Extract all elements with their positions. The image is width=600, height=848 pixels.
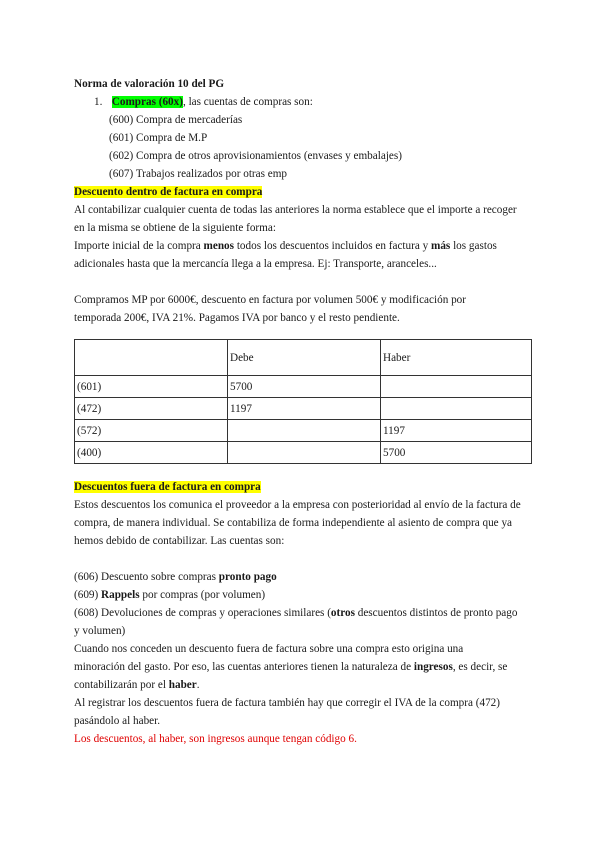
section2-paragraph1-line2: compra, de manera individual. Se contabiliza de forma independiente al asiento de compra que ya (74, 517, 513, 529)
text-span: Importe inicial de la compra (74, 240, 204, 252)
account-608 (74, 604, 534, 622)
account-607: (607) Trabajos realizados por otras emp (109, 168, 288, 180)
table-cell: 1197 (228, 398, 381, 420)
list-number: 1. (94, 96, 103, 108)
bold-otros: otros (330, 607, 355, 619)
red-note: Los descuentos, al haber, son ingresos aunque tengan código 6. (74, 733, 357, 745)
compras-highlight: Compras (60x) (111, 96, 183, 108)
account-600: (600) Compra de mercaderías (109, 114, 243, 126)
section1-paragraph1-line1: Al contabilizar cualquier cuenta de todas las anteriores la norma establece que el importe a recoger (74, 204, 517, 216)
section1-paragraph2-line2: adicionales hasta que la mercancía llega a la empresa. Ej: Transporte, aranceles... (74, 258, 437, 270)
table-cell: 1197 (381, 420, 532, 442)
text-span: descuentos distintos de pronto pago (354, 607, 518, 619)
table-cell (381, 398, 532, 420)
example-line2: temporada 200€, IVA 21%. Pagamos IVA por banco y el resto pendiente. (74, 312, 400, 324)
table-cell (228, 420, 381, 442)
section1-title: Descuento dentro de factura en compra (74, 186, 263, 198)
account-609 (74, 586, 534, 604)
example-line1: Compramos MP por 6000€, descuento en factura por volumen 500€ y modificación por (74, 294, 466, 306)
text-span: , es decir, se (452, 661, 508, 673)
table-cell: 5700 (381, 442, 532, 464)
section2-paragraph2-line1: Cuando nos conceden un descuento fuera de factura sobre una compra esto origina una (74, 643, 464, 655)
table-cell: (400) (75, 442, 228, 464)
text-span: (609) (74, 589, 102, 601)
account-608-line2: y volumen) (74, 625, 126, 637)
account-601: (601) Compra de M.P (109, 132, 208, 144)
account-602: (602) Compra de otros aprovisionamientos (envases y embalajes) (109, 150, 402, 162)
table-cell (228, 442, 381, 464)
table-header-cell (75, 340, 228, 376)
table-header-haber: Haber (381, 340, 532, 376)
section2-paragraph1-line1: Estos descuentos los comunica el proveedor a la empresa con posterioridad al envío de la factura de (74, 499, 521, 511)
table-cell: (572) (75, 420, 228, 442)
account-606 (74, 568, 534, 586)
table-cell: (472) (75, 398, 228, 420)
table-cell: 5700 (228, 376, 381, 398)
section2-paragraph3-line1: Al registrar los descuentos fuera de factura también hay que corregir el IVA de la compra (472) (74, 697, 500, 709)
text-span: . (196, 679, 200, 691)
section2-paragraph3-line2: pasándolo al haber. (74, 715, 161, 727)
text-span: minoración del gasto. Por eso, las cuentas anteriores tienen la naturaleza de (74, 661, 414, 673)
bold-menos: menos (203, 240, 235, 252)
section1-paragraph2-line1 (74, 237, 534, 255)
text-span: todos los descuentos incluidos en factura y (234, 240, 431, 252)
text-span: (606) Descuento sobre compras (74, 571, 219, 583)
section1-paragraph1-line2: en la misma se obtiene de la siguiente forma: (74, 222, 276, 234)
table-row (75, 376, 532, 398)
list-item-compras (74, 93, 534, 111)
section2-paragraph2-line2 (74, 658, 534, 676)
journal-table (74, 339, 532, 464)
section2-paragraph1-line3: hemos debido de contabilizar. Las cuentas son: (74, 535, 285, 547)
bold-ingresos: ingresos (413, 661, 453, 673)
page-heading: Norma de valoración 10 del PG (74, 78, 225, 90)
bold-pronto-pago: pronto pago (218, 571, 277, 583)
section2-title: Descuentos fuera de factura en compra (74, 481, 261, 493)
text-span: contabilizarán por el (74, 679, 169, 691)
table-row (75, 442, 532, 464)
table-header-row (75, 340, 532, 376)
table-row (75, 420, 532, 442)
text-span: (608) Devoluciones de compras y operaciones similares ( (74, 607, 331, 619)
table-row (75, 398, 532, 420)
bold-haber: haber (168, 679, 197, 691)
section2-paragraph2-line3 (74, 676, 534, 694)
compras-text: , las cuentas de compras son: (182, 96, 313, 108)
table-header-debe: Debe (228, 340, 381, 376)
table-cell: (601) (75, 376, 228, 398)
table-cell (381, 376, 532, 398)
text-span: los gastos (450, 240, 497, 252)
text-span: por compras (por volumen) (139, 589, 266, 601)
document-page (74, 75, 534, 748)
bold-rappels: Rappels (101, 589, 140, 601)
bold-mas: más (431, 240, 451, 252)
